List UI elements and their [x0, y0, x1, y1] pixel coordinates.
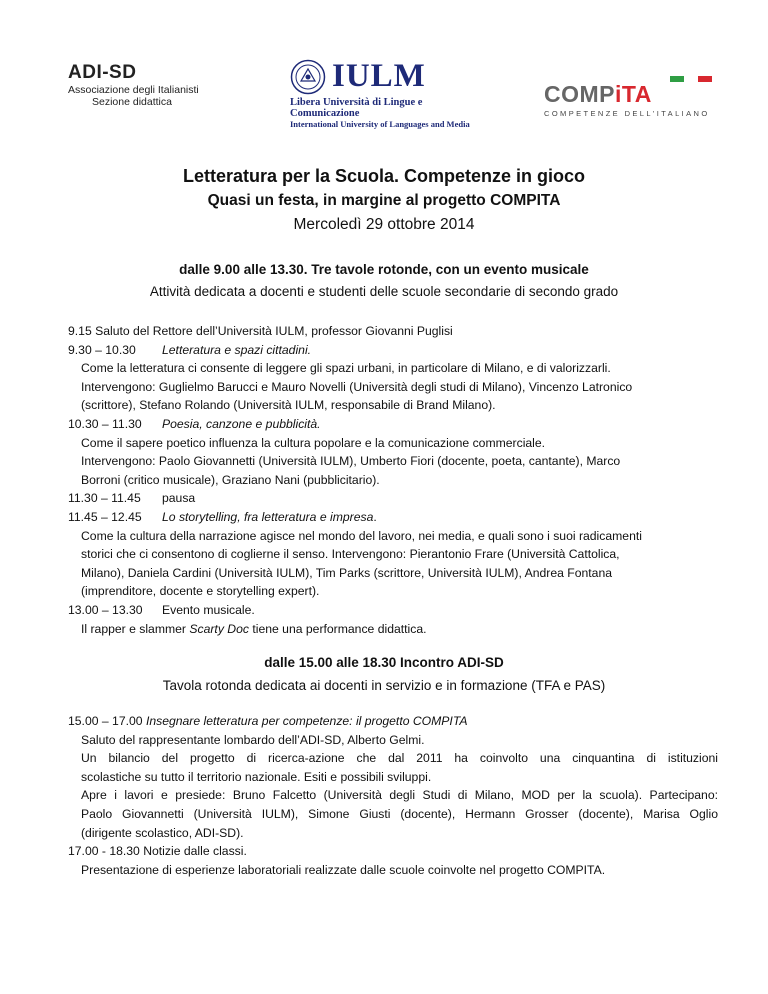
compita-logo [544, 82, 719, 118]
iulm-logo-title: IULM [332, 58, 426, 94]
session-time: 11.30 – 11.45 [68, 491, 141, 506]
session-time: 13.00 – 13.30 [68, 602, 143, 617]
session-time: 10.30 – 11.30 [68, 416, 142, 431]
program-line: Presentazione di esperienze laboratoriali realizzate dalle scuole coinvolte nel progetto COMPITA. [81, 862, 606, 877]
event-date: Mercoledì 29 ottobre 2014 [293, 216, 475, 233]
session-time: 11.45 – 12.45 [68, 509, 142, 524]
compita-logo-tagline: COMPETENZE DELL'ITALIANO [544, 109, 710, 118]
adi-sd-logo [68, 62, 228, 108]
university-seal-icon [290, 59, 326, 95]
program-line: Borroni (critico musicale), Graziano Nani (pubblicitario). [81, 472, 380, 487]
program-line [68, 508, 718, 527]
program-line [68, 489, 718, 508]
program-line: Apre i lavori e presiede: Bruno Falcetto (Università degli Studi di Milano, MOD per la scuola). Partecipano: [81, 788, 718, 803]
program-line: Paolo Giovannetti (Università IULM), Simone Giusti (docente), Hermann Grosser (docente), Marisa Oglio [81, 806, 718, 821]
program-line [68, 620, 718, 639]
afternoon-subheading: Tavola rotonda dedicata ai docenti in servizio e in formazione (TFA e PAS) [162, 678, 606, 693]
program-line: Saluto del rappresentante lombardo dell’ADI-SD, Alberto Gelmi. [81, 732, 425, 747]
program-line: 9.15 Saluto del Rettore dell’Università IULM, professor Giovanni Puglisi [68, 324, 453, 338]
session-title: pausa [162, 491, 196, 506]
morning-subheading: Attività dedicata a docenti e studenti delle scuole secondarie di secondo grado [149, 284, 619, 299]
afternoon-heading: dalle 15.00 alle 18.30 Incontro ADI-SD [264, 655, 504, 670]
afternoon-program [68, 712, 718, 879]
page-subtitle: Quasi un festa, in margine al progetto COMPITA [207, 192, 561, 209]
session-title: Lo storytelling, fra letteratura e impresa [162, 509, 374, 524]
program-line: storici che ci consentono di coglierne il senso. Intervengono: Pierantonio Frare (Università Cattolica, [81, 547, 620, 562]
compita-logo-part1: COMP [544, 81, 615, 107]
program-line: Come la cultura della narrazione agisce nel mondo del lavoro, nei media, e quali sono i suoi radicamenti [81, 528, 642, 543]
session-title: Poesia, canzone e pubblicità. [162, 416, 321, 431]
session-title-end: . [373, 509, 377, 524]
iulm-logo [290, 58, 490, 129]
program-line: (imprenditore, docente e storytelling expert). [81, 584, 320, 599]
program-line [68, 415, 718, 434]
morning-heading: dalle 9.00 alle 13.30. Tre tavole rotonde, con un evento musicale [179, 262, 589, 277]
performer-name: Scarty Doc [189, 621, 249, 636]
page-title: Letteratura per la Scuola. Competenze in gioco [182, 166, 586, 186]
session-title: Evento musicale. [162, 602, 255, 617]
program-line: Intervengono: Guglielmo Barucci e Mauro Novelli (Università degli studi di Milano), Vincenzo Latronico [81, 379, 633, 394]
adi-sd-logo-title: ADI-SD [68, 62, 137, 83]
session-time: 15.00 – 17.00 [68, 714, 146, 728]
session-title: Insegnare letteratura per competenze: il progetto COMPITA [145, 714, 468, 728]
program-line: Un bilancio del progetto di ricerca-azione che dal 2011 ha coinvolto una cinquantina di istituzioni [81, 751, 718, 766]
session-time: 9.30 – 10.30 [68, 342, 136, 357]
program-line: Come la letteratura ci consente di leggere gli spazi urbani, in particolare di Milano, e di valorizzarli. [81, 361, 611, 376]
program-line [68, 341, 718, 360]
adi-sd-logo-line2: Sezione didattica [92, 96, 172, 108]
adi-sd-logo-line1: Associazione degli Italianisti [68, 84, 199, 96]
session-title: Letteratura e spazi cittadini. [162, 342, 312, 357]
program-text: Il rapper e slammer [81, 621, 190, 636]
iulm-logo-line1: Libera Università di Lingue e Comunicazione [290, 97, 423, 119]
program-line [68, 712, 718, 731]
program-line [68, 601, 718, 620]
program-line: (dirigente scolastico, ADI-SD). [81, 825, 244, 840]
program-line: Milano), Daniela Cardini (Università IULM), Tim Parks (scrittore, Università IULM), Andrea Fontana [81, 565, 612, 580]
italian-flag-icon [670, 76, 712, 82]
compita-logo-wordmark [544, 82, 719, 106]
program-line: Intervengono: Paolo Giovannetti (Università IULM), Umberto Fiori (docente, poeta, cantante), Marco [81, 454, 621, 469]
program-line: Come il sapere poetico influenza la cultura popolare e la comunicazione commerciale. [81, 435, 546, 450]
adi-sd-logo-subtitle [68, 84, 228, 108]
compita-logo-part2: iTA [615, 81, 652, 107]
program-line: scolastiche su tutto il territorio nazionale. Esiti e possibili sviluppi. [81, 769, 432, 784]
iulm-logo-line2: International University of Languages and Media [290, 119, 470, 129]
program-line: (scrittore), Stefano Rolando (Università IULM, responsabile di Brand Milano). [81, 398, 496, 413]
morning-program [68, 322, 718, 638]
program-line: 17.00 - 18.30 Notizie dalle classi. [68, 844, 247, 859]
program-text: tiene una performance didattica. [248, 621, 427, 636]
